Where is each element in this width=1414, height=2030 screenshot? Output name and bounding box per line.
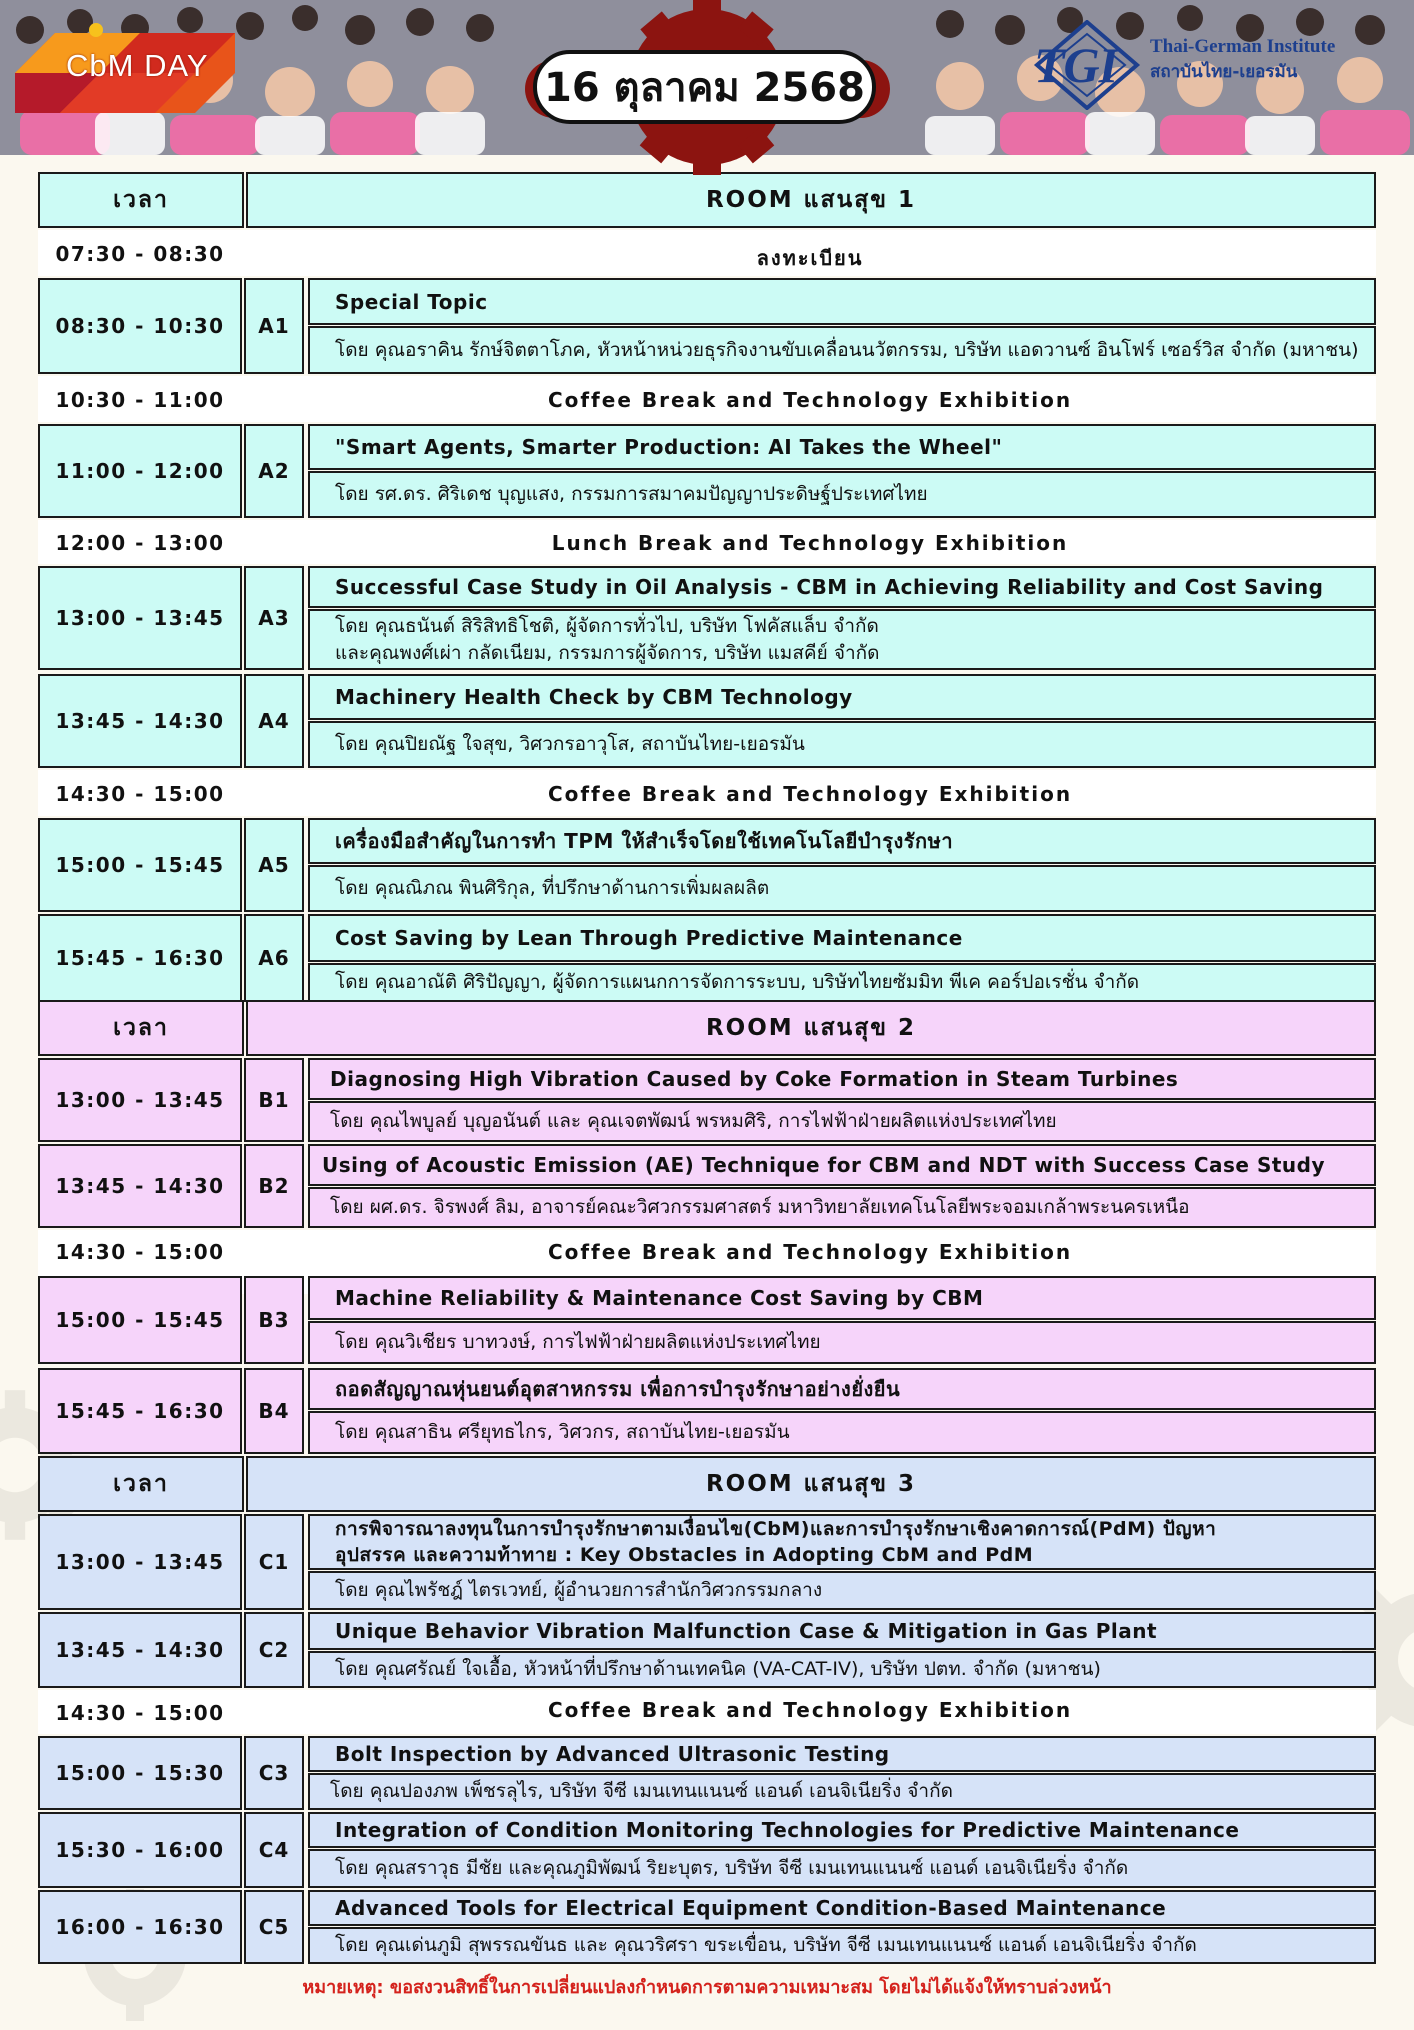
institute-name-th: สถาบันไทย-เยอรมัน [1150, 62, 1298, 82]
session-speaker: โดย คุณไพบูลย์ บุญอนันต์ และ คุณเจตพัฒน์ พรหมศิริ, การไฟฟ้าฝ่ายผลิตแห่งประเทศไทย [308, 1101, 1376, 1142]
registration-label: ลงทะเบียน [756, 246, 864, 270]
footer-note: หมายเหตุ: ขอสงวนสิทธิ์ในการเปลี่ยนแปลงกำหนดการตามความเหมาะสม โดยไม่ได้แจ้งให้ทราบล่วงหน้า [302, 1977, 1112, 1998]
session-speaker: โดย คุณไพรัชฎ์ ไตรเวทย์, ผู้อำนวยการสำนักวิศวกรรมกลาง [308, 1571, 1376, 1610]
session-code: B4 [244, 1368, 304, 1454]
session-title: เครื่องมือสำคัญในการทำ TPM ให้สำเร็จโดยใช้เทคโนโลยีบำรุงรักษา [308, 818, 1376, 864]
session-speaker: โดย รศ.ดร. ศิริเดช บุญแสง, กรรมการสมาคมปัญญาประดิษฐ์ประเทศไทย [308, 471, 1376, 518]
session-row-c5 [38, 1890, 1376, 1964]
session-speaker: โดย คุณปองภพ เพ็ชรลุไร, บริษัท จีซี เมนเทนแนนซ์ แอนด์ เอนจิเนียริ่ง จำกัด [308, 1773, 1376, 1810]
session-code: A6 [244, 914, 304, 1002]
break-row [38, 770, 1376, 816]
session-speaker: โดย ผศ.ดร. จิรพงศ์ ลิม, อาจารย์คณะวิศวกรรมศาสตร์ มหาวิทยาลัยเทคโนโลยีพระจอมเกล้าพระนครเหนือ [308, 1187, 1376, 1228]
session-code: A4 [244, 674, 304, 768]
session-title: Advanced Tools for Electrical Equipment Condition-Based Maintenance [308, 1890, 1376, 1926]
break-time: 14:30 - 15:00 [55, 782, 225, 806]
session-code: C2 [244, 1612, 304, 1688]
break-time: 14:30 - 15:00 [55, 1701, 225, 1725]
session-time: 13:00 - 13:45 [38, 1058, 242, 1142]
cbm-day-logo-text: CbM DAY [66, 48, 209, 83]
session-code: B2 [244, 1144, 304, 1228]
session-time: 11:00 - 12:00 [38, 424, 242, 518]
session-time: 15:30 - 16:00 [38, 1812, 242, 1888]
session-time: 08:30 - 10:30 [38, 278, 242, 374]
session-title: Unique Behavior Vibration Malfunction Case & Mitigation in Gas Plant [308, 1612, 1376, 1650]
session-code: C3 [244, 1736, 304, 1810]
session-code: A3 [244, 566, 304, 670]
session-title: "Smart Agents, Smarter Production: AI Takes the Wheel" [308, 424, 1376, 470]
session-title: Successful Case Study in Oil Analysis - CBM in Achieving Reliability and Cost Saving [308, 566, 1376, 608]
room3-title: ROOM แสนสุข 3 [246, 1456, 1376, 1512]
session-row-c2 [38, 1612, 1376, 1688]
session-title: Machine Reliability & Maintenance Cost Saving by CBM [308, 1276, 1376, 1320]
session-row-a6 [38, 914, 1376, 1002]
session-time: 13:00 - 13:45 [38, 566, 242, 670]
break-time: 10:30 - 11:00 [55, 388, 225, 412]
session-speaker: โดย คุณณิภณ พินศิริกุล, ที่ปรึกษาด้านการเพิ่มผลผลิต [308, 865, 1376, 912]
session-time: 13:45 - 14:30 [38, 1612, 242, 1688]
tgi-logo [1032, 20, 1392, 110]
session-speaker: โดย คุณธนันต์ สิริสิทธิโชติ, ผู้จัดการทั่วไป, บริษัท โฟคัสแล็บ จำกัด และคุณพงศ์เผ่า กลัดเนียม, กรรมการผู้จัดการ, บริษัท แมสคีย์ จำกัด [308, 609, 1376, 670]
break-label: Coffee Break and Technology Exhibition [547, 782, 1073, 806]
break-time: 14:30 - 15:00 [55, 1240, 225, 1264]
break-row [38, 376, 1376, 422]
room2-header-row [38, 1000, 1376, 1056]
registration-row [38, 230, 1376, 276]
break-label: Coffee Break and Technology Exhibition [547, 388, 1073, 412]
session-row-c4 [38, 1812, 1376, 1888]
break-label: Coffee Break and Technology Exhibition [547, 1698, 1073, 1722]
session-code: B3 [244, 1276, 304, 1364]
session-time: 13:00 - 13:45 [38, 1514, 242, 1610]
session-title: Special Topic [308, 278, 1376, 325]
session-row-a3 [38, 566, 1376, 670]
session-row-b3 [38, 1276, 1376, 1364]
session-speaker: โดย คุณอราคิน รักษ์จิตตาโภค, หัวหน้าหน่วยธุรกิจงานขับเคลื่อนนวัตกรรม, บริษัท แอดวานซ์ อินโฟร์ เซอร์วิส จำกัด (มหาชน) [308, 326, 1376, 374]
session-speaker: โดย คุณวิเชียร บาทวงษ์, การไฟฟ้าฝ่ายผลิตแห่งประเทศไทย [308, 1321, 1376, 1364]
session-speaker: โดย คุณศรัณย์ ใจเอื้อ, หัวหน้าที่ปรึกษาด้านเทคนิค (VA-CAT-IV), บริษัท ปตท. จำกัด (มหาชน) [308, 1651, 1376, 1688]
cbm-day-logo [10, 18, 240, 113]
session-speaker: โดย คุณสราวุธ มีชัย และคุณภูมิพัฒน์ ริยะบุตร, บริษัท จีซี เมนเทนแนนซ์ แอนด์ เอนจิเนียริ่ง จำกัด [308, 1849, 1376, 1888]
break-label: Coffee Break and Technology Exhibition [547, 1240, 1073, 1264]
session-row-c3 [38, 1736, 1376, 1810]
session-code: A1 [244, 278, 304, 374]
session-row-a5 [38, 818, 1376, 912]
session-row-b2 [38, 1144, 1376, 1228]
session-speaker: โดย คุณปิยณัฐ ใจสุข, วิศวกรอาวุโส, สถาบันไทย-เยอรมัน [308, 721, 1376, 768]
session-time: 13:45 - 14:30 [38, 1144, 242, 1228]
room3-time-header: เวลา [38, 1456, 244, 1512]
session-title: Diagnosing High Vibration Caused by Coke Formation in Steam Turbines [308, 1058, 1376, 1100]
session-row-c1 [38, 1514, 1376, 1610]
session-code: C1 [244, 1514, 304, 1610]
session-title: Machinery Health Check by CBM Technology [308, 674, 1376, 720]
break-row [38, 1690, 1376, 1734]
tgi-mark-text: TGI [1034, 37, 1118, 93]
event-date: 16 ตุลาคม 2568 [533, 50, 876, 124]
session-code: A2 [244, 424, 304, 518]
room1-header-row [38, 172, 1376, 228]
session-code: B1 [244, 1058, 304, 1142]
session-title: การพิจารณาลงทุนในการบำรุงรักษาตามเงื่อนไข(CbM)และการบำรุงรักษาเชิงคาดการณ์(PdM) ปัญหา อุปสรรค และความท้าทาย : Key Obstacles in Adopting CbM and PdM [308, 1514, 1376, 1570]
session-time: 16:00 - 16:30 [38, 1890, 242, 1964]
session-time: 15:00 - 15:45 [38, 1276, 242, 1364]
session-row-b1 [38, 1058, 1376, 1142]
institute-name-en: Thai-German Institute [1150, 36, 1336, 57]
room2-time-header: เวลา [38, 1000, 244, 1056]
session-speaker: โดย คุณอาณัติ ศิริปัญญา, ผู้จัดการแผนกการจัดการระบบ, บริษัทไทยซัมมิท พีเค คอร์ปอเรชั่น จำกัด [308, 963, 1376, 1002]
session-code: A5 [244, 818, 304, 912]
room2-title: ROOM แสนสุข 2 [246, 1000, 1376, 1056]
session-title: Cost Saving by Lean Through Predictive Maintenance [308, 914, 1376, 962]
session-time: 15:45 - 16:30 [38, 914, 242, 1002]
session-row-b4 [38, 1368, 1376, 1454]
room3-header-row [38, 1456, 1376, 1512]
session-row-a4 [38, 674, 1376, 768]
session-title: ถอดสัญญาณหุ่นยนต์อุตสาหกรรม เพื่อการบำรุงรักษาอย่างยั่งยืน [308, 1368, 1376, 1410]
session-code: C4 [244, 1812, 304, 1888]
session-speaker: โดย คุณเด่นภูมิ สุพรรณขันธ และ คุณวริศรา ขระเขื่อน, บริษัท จีซี เมนเทนแนนซ์ แอนด์ เอนจิเนียริ่ง จำกัด [308, 1927, 1376, 1964]
room1-time-header: เวลา [38, 172, 244, 228]
session-time: 15:45 - 16:30 [38, 1368, 242, 1454]
break-label: Lunch Break and Technology Exhibition [551, 531, 1069, 555]
session-title: Using of Acoustic Emission (AE) Technique for CBM and NDT with Success Case Study [308, 1144, 1376, 1186]
session-title: Integration of Condition Monitoring Technologies for Predictive Maintenance [308, 1812, 1376, 1848]
session-title: Bolt Inspection by Advanced Ultrasonic Testing [308, 1736, 1376, 1772]
session-time: 13:45 - 14:30 [38, 674, 242, 768]
session-speaker: โดย คุณสาธิน ศรียุทธไกร, วิศวกร, สถาบันไทย-เยอรมัน [308, 1411, 1376, 1454]
session-row-a1 [38, 278, 1376, 374]
session-code: C5 [244, 1890, 304, 1964]
registration-time: 07:30 - 08:30 [55, 242, 225, 266]
break-time: 12:00 - 13:00 [55, 531, 225, 555]
session-row-a2 [38, 424, 1376, 518]
room1-title: ROOM แสนสุข 1 [246, 172, 1376, 228]
break-row [38, 520, 1376, 564]
session-time: 15:00 - 15:30 [38, 1736, 242, 1810]
session-time: 15:00 - 15:45 [38, 818, 242, 912]
